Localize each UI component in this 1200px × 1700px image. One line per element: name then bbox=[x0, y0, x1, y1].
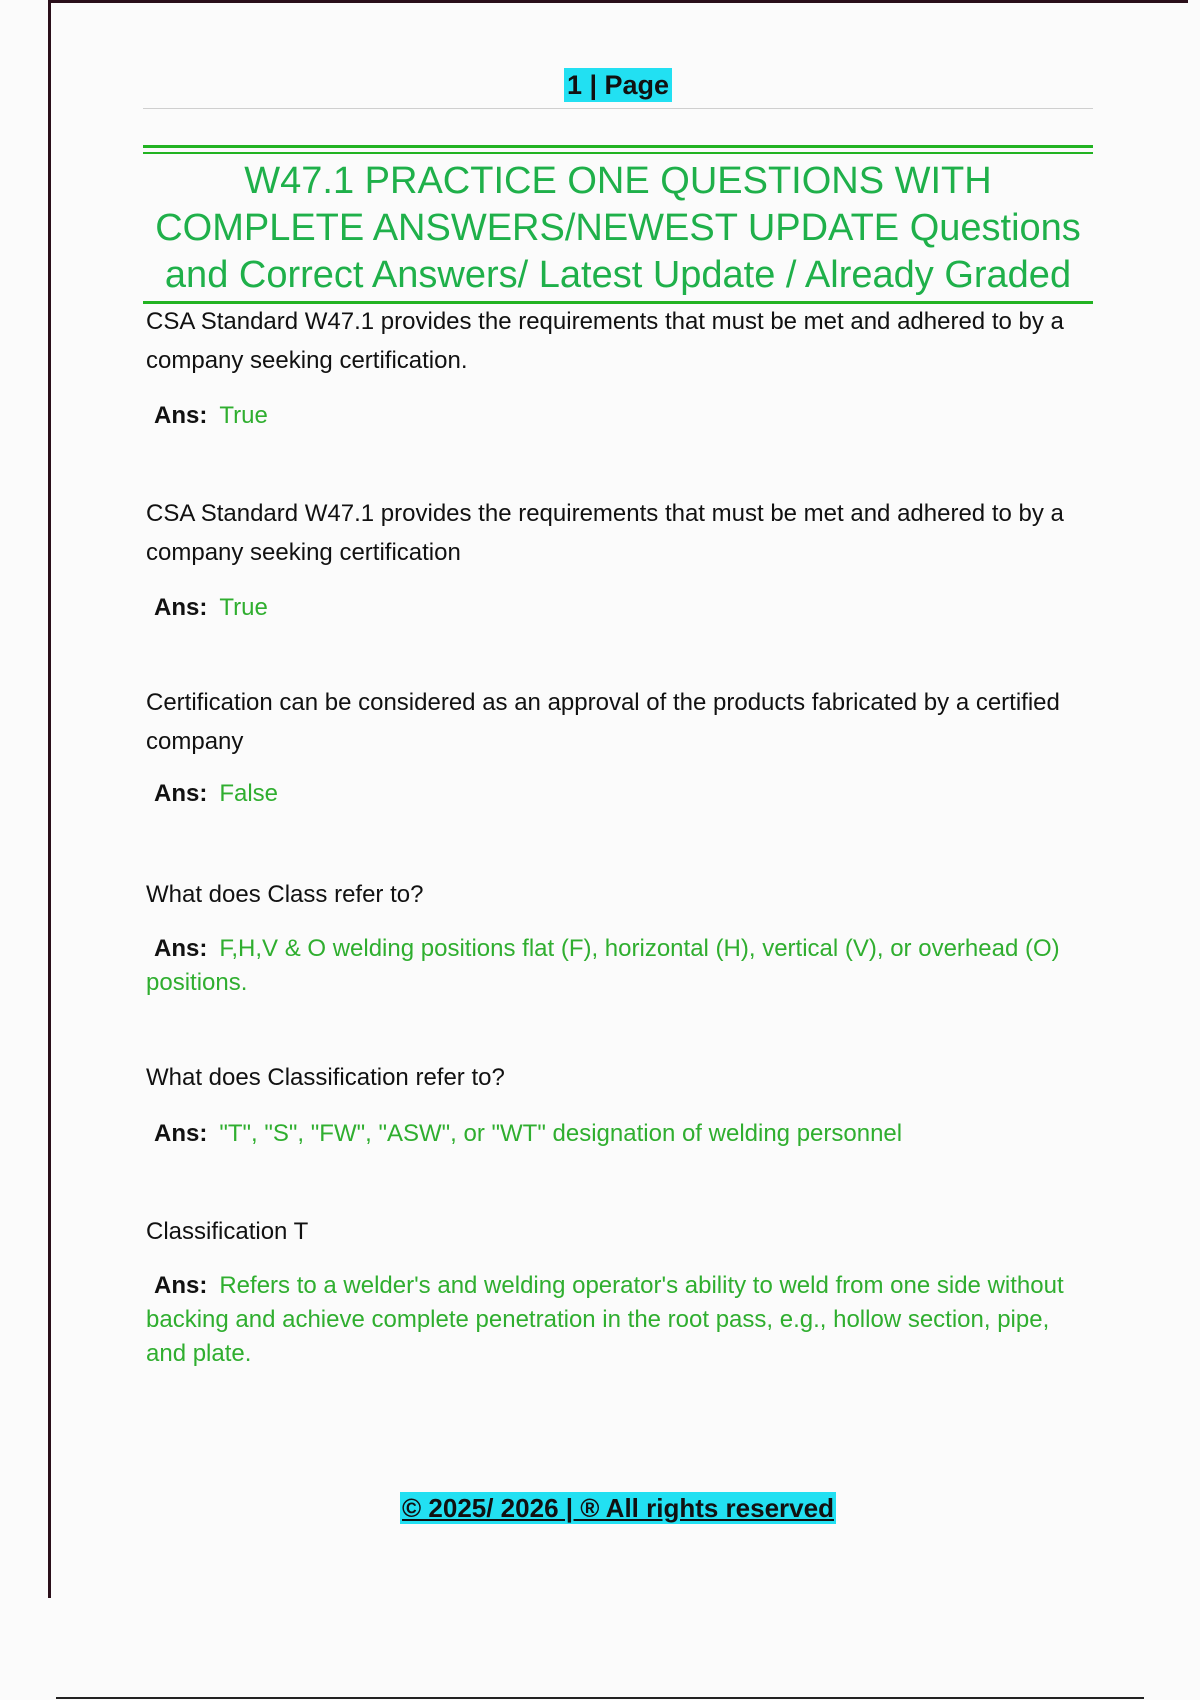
answer-line bbox=[146, 591, 1076, 625]
question-text: What does Class refer to? bbox=[146, 881, 424, 908]
header-divider bbox=[143, 108, 1093, 109]
qa-item-3 bbox=[146, 683, 1076, 811]
answer-label: Ans: bbox=[154, 1272, 208, 1299]
answer-line bbox=[146, 932, 1076, 1000]
answer-line bbox=[146, 1269, 1076, 1371]
page-number-label: 1 | Page bbox=[564, 68, 672, 102]
answer-text: F,H,V & O welding positions flat (F), horizontal (H), vertical (V), or overhead (O) positions. bbox=[146, 935, 1060, 996]
document-title bbox=[143, 158, 1093, 299]
answer-line bbox=[146, 399, 1076, 433]
qa-item-6 bbox=[146, 1212, 1076, 1371]
title-line-2: COMPLETE ANSWERS/NEWEST UPDATE Questions bbox=[155, 207, 1081, 249]
answer-label: Ans: bbox=[154, 935, 208, 962]
title-top-rule bbox=[143, 152, 1093, 154]
answer-line bbox=[146, 1117, 1076, 1151]
qa-item-1 bbox=[146, 302, 1076, 433]
question-text: What does Classification refer to? bbox=[146, 1064, 505, 1091]
answer-label: Ans: bbox=[154, 780, 208, 807]
title-line-3: and Correct Answers/ Latest Update / Already Graded bbox=[164, 254, 1072, 296]
answer-label: Ans: bbox=[154, 402, 208, 429]
question-text: CSA Standard W47.1 provides the requirements that must be met and adhered to by a company seeking certification. bbox=[146, 308, 1064, 374]
answer-text: False bbox=[219, 780, 279, 807]
answer-label: Ans: bbox=[154, 1120, 208, 1147]
qa-item-4 bbox=[146, 875, 1076, 1000]
question-text: Classification T bbox=[146, 1218, 309, 1245]
title-block bbox=[143, 145, 1093, 304]
answer-line bbox=[146, 777, 1076, 811]
answer-label: Ans: bbox=[154, 594, 208, 621]
page-footer bbox=[143, 1492, 1093, 1524]
answer-text: True bbox=[219, 594, 268, 621]
answer-text: True bbox=[219, 402, 268, 429]
answer-text: "T", "S", "FW", "ASW", or "WT" designation of welding personnel bbox=[219, 1120, 903, 1147]
question-text: Certification can be considered as an approval of the products fabricated by a certified company bbox=[146, 689, 1060, 755]
qa-item-2 bbox=[146, 494, 1076, 625]
qa-item-5 bbox=[146, 1058, 1076, 1151]
question-text: CSA Standard W47.1 provides the requirements that must be met and adhered to by a company seeking certification bbox=[146, 500, 1064, 566]
title-line-1: W47.1 PRACTICE ONE QUESTIONS WITH bbox=[244, 160, 992, 202]
page-header bbox=[143, 68, 1093, 102]
answer-text: Refers to a welder's and welding operator's ability to weld from one side without backing and achieve complete penetration in the root pass, e.g., hollow section, pipe, and plate. bbox=[146, 1272, 1064, 1367]
copyright-notice: © 2025/ 2026 | ® All rights reserved bbox=[402, 1493, 834, 1523]
bottom-divider bbox=[56, 1697, 1144, 1699]
